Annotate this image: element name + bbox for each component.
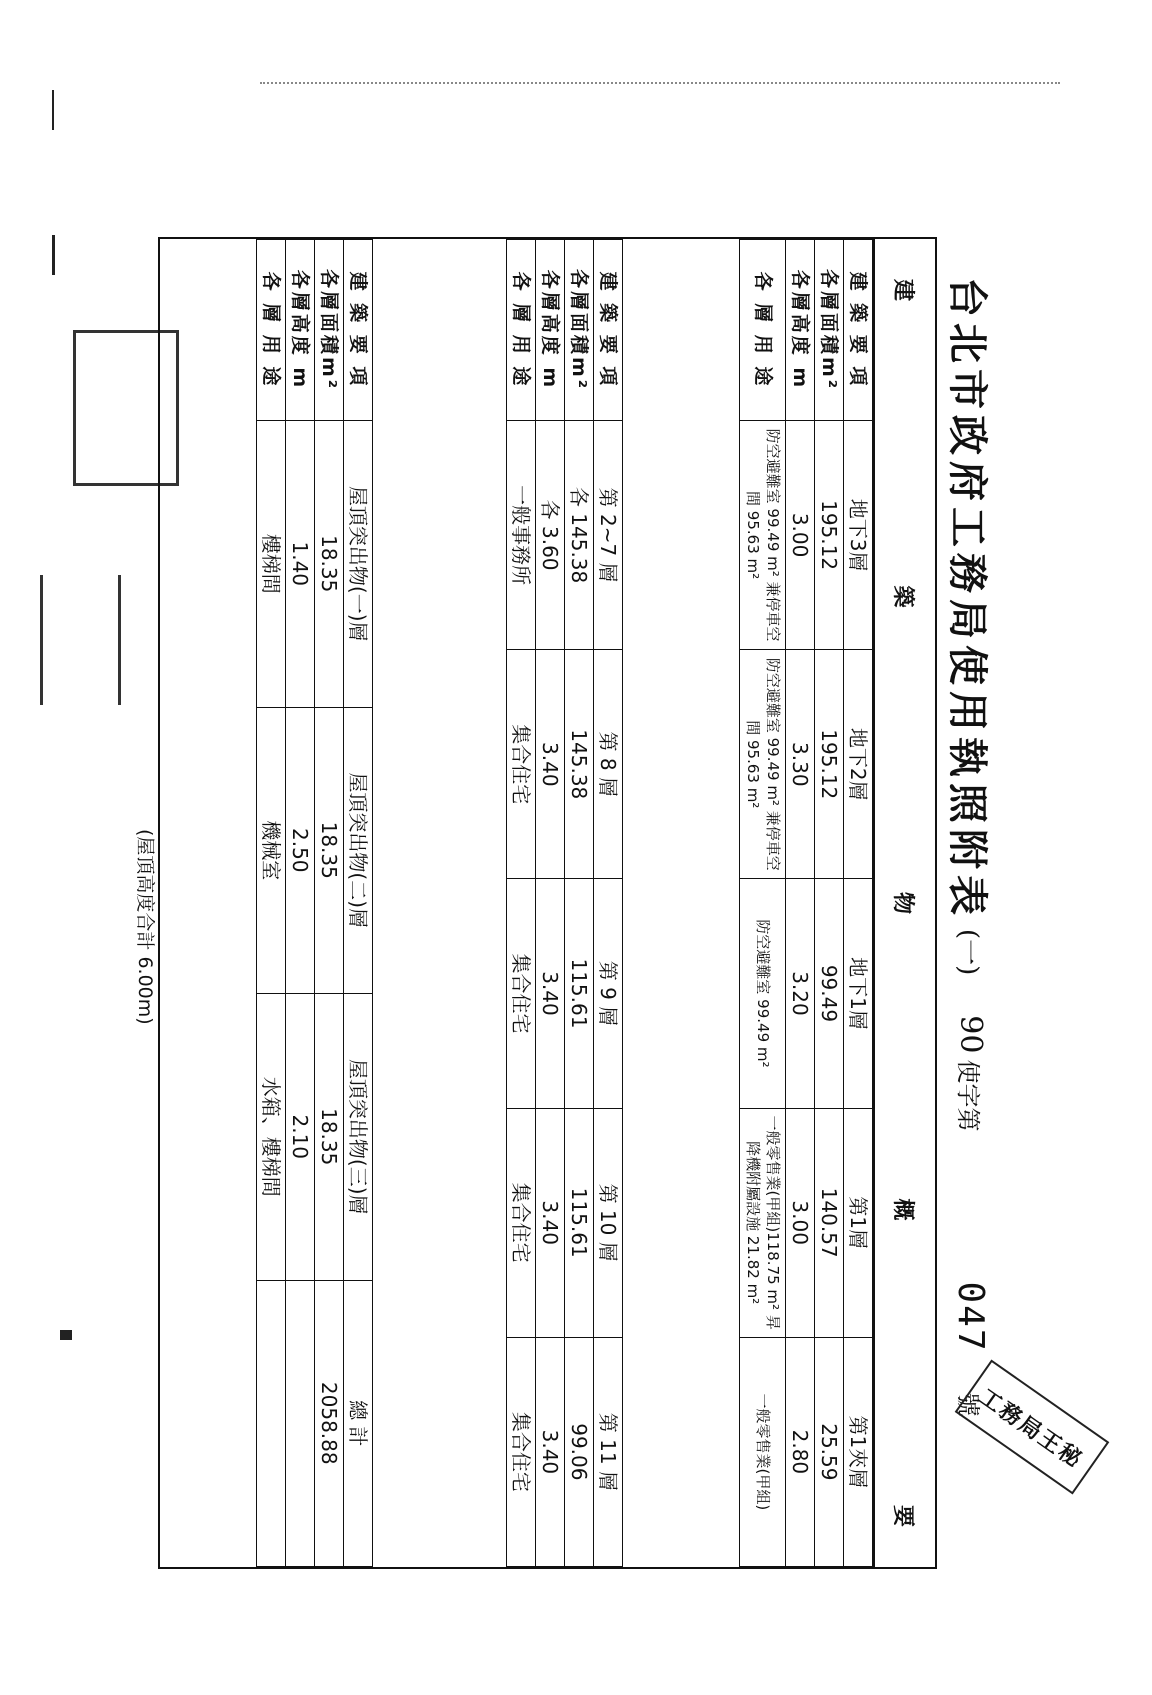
table-row xyxy=(507,240,536,1567)
document-title: 台北市政府工務局使用執照附表 xyxy=(944,277,992,921)
permit-suffix: 號 xyxy=(954,1392,983,1417)
floor-cell: 第 11 層 xyxy=(594,1337,623,1566)
table-row xyxy=(740,240,786,1567)
table-row xyxy=(815,240,844,1567)
table-row xyxy=(257,240,286,1567)
header-area: 各層面積m² xyxy=(315,240,344,421)
use-cell xyxy=(257,1280,286,1567)
header-area: 各層面積m² xyxy=(815,240,844,421)
height-cell: 3.20 xyxy=(786,879,815,1108)
area-cell: 99.49 xyxy=(815,879,844,1108)
official-stamp: 工務局王秘 xyxy=(955,1359,1110,1494)
floor-cell: 地下3層 xyxy=(844,421,873,650)
section-label xyxy=(873,239,935,1567)
floor-cell: 第1層 xyxy=(844,1108,873,1337)
floor-cell: 第 2~7 層 xyxy=(594,421,623,650)
header-height: 各層高度 m xyxy=(536,240,565,421)
section-label-char: 建 xyxy=(890,279,917,302)
total-area: 2058.88 xyxy=(315,1280,344,1567)
use-cell: 水箱、樓梯間 xyxy=(257,994,286,1281)
area-cell: 25.59 xyxy=(815,1337,844,1566)
header-height: 各層高度 m xyxy=(286,240,315,421)
permit-type: 使字第 xyxy=(954,1059,983,1132)
floor-cell: 地下2層 xyxy=(844,650,873,879)
table-row xyxy=(536,240,565,1567)
section-label-char: 築 xyxy=(890,585,917,608)
area-cell: 195.12 xyxy=(815,650,844,879)
use-cell: 防空避難室 99.49 m² 兼停車空間 95.63 m² xyxy=(740,650,786,879)
height-cell: 2.80 xyxy=(786,1337,815,1566)
use-cell: 樓梯間 xyxy=(257,421,286,708)
height-cell: 1.40 xyxy=(286,421,315,708)
area-cell: 115.61 xyxy=(565,879,594,1108)
document-title-sub: (一) xyxy=(953,929,984,976)
use-cell: 集合住宅 xyxy=(507,650,536,879)
use-cell: 防空避難室 99.49 m² 兼停車空間 95.63 m² xyxy=(740,421,786,650)
permit-number: 047 xyxy=(950,1281,992,1353)
header-use: 各 層 用 途 xyxy=(740,240,786,421)
floor-cell: 地下1層 xyxy=(844,879,873,1108)
use-cell: 機械室 xyxy=(257,707,286,994)
area-cell: 195.12 xyxy=(815,421,844,650)
height-cell: 3.40 xyxy=(536,650,565,879)
table-row xyxy=(315,240,344,1567)
area-cell: 各 145.38 xyxy=(565,421,594,650)
table-row xyxy=(844,240,873,1567)
table-row xyxy=(786,240,815,1567)
building-summary-frame xyxy=(134,237,937,1569)
height-cell: 3.00 xyxy=(786,1108,815,1337)
height-cell: 2.10 xyxy=(286,994,315,1281)
scan-mark xyxy=(52,90,54,130)
area-cell: 140.57 xyxy=(815,1108,844,1337)
permit-appendix-page xyxy=(134,237,1005,1567)
use-cell: 一般零售業(甲組) xyxy=(740,1337,786,1566)
floor-table-upper xyxy=(506,239,623,1567)
header-height: 各層高度 m xyxy=(786,240,815,421)
height-cell: 各 3.60 xyxy=(536,421,565,650)
floor-cell: 第 10 層 xyxy=(594,1108,623,1337)
height-cell: 3.40 xyxy=(536,1337,565,1566)
height-cell: 3.40 xyxy=(536,879,565,1108)
header-use: 各 層 用 途 xyxy=(507,240,536,421)
floor-table-basement xyxy=(740,239,874,1567)
permit-year: 90 xyxy=(953,1015,989,1054)
height-cell: 3.40 xyxy=(536,1108,565,1337)
floor-cell: 屋頂突出物(二)層 xyxy=(344,707,373,994)
floor-cell: 屋頂突出物(一)層 xyxy=(344,421,373,708)
header-use: 各 層 用 途 xyxy=(257,240,286,421)
floor-cell: 第 9 層 xyxy=(594,879,623,1108)
use-cell: 集合住宅 xyxy=(507,1337,536,1566)
table-row xyxy=(286,240,315,1567)
scan-mark xyxy=(60,1330,72,1340)
header-item: 建 築 要 項 xyxy=(344,240,373,421)
area-cell: 99.06 xyxy=(565,1337,594,1566)
floor-cell: 第 8 層 xyxy=(594,650,623,879)
height-cell xyxy=(286,1280,315,1567)
floor-cell: 第1夾層 xyxy=(844,1337,873,1566)
header-area: 各層面積m² xyxy=(565,240,594,421)
table-row xyxy=(594,240,623,1567)
seal-mark xyxy=(40,575,121,705)
use-cell: 集合住宅 xyxy=(507,1108,536,1337)
use-cell: 一般事務所 xyxy=(507,421,536,650)
section-label-char: 物 xyxy=(890,891,917,914)
section-label-char: 概 xyxy=(890,1198,917,1221)
area-cell: 115.61 xyxy=(565,1108,594,1337)
area-cell: 18.35 xyxy=(315,707,344,994)
height-cell: 2.50 xyxy=(286,707,315,994)
roof-height-note: (屋頂高度合計 6.00m) xyxy=(134,829,156,1025)
height-cell: 3.30 xyxy=(786,650,815,879)
section-label-char: 要 xyxy=(890,1504,917,1527)
header-item: 建 築 要 項 xyxy=(844,240,873,421)
floor-cell: 屋頂突出物(三)層 xyxy=(344,994,373,1281)
use-cell: 一般零售業(甲組)118.75 m² 昇降機附屬設施 21.82 m² xyxy=(740,1108,786,1337)
height-cell: 3.00 xyxy=(786,421,815,650)
area-cell: 145.38 xyxy=(565,650,594,879)
area-cell: 18.35 xyxy=(315,421,344,708)
area-cell: 18.35 xyxy=(315,994,344,1281)
table-row xyxy=(565,240,594,1567)
use-cell: 防空避難室 99.49 m² xyxy=(740,879,786,1108)
scan-dotted-line xyxy=(260,82,1060,84)
scan-mark xyxy=(52,235,55,275)
use-cell: 集合住宅 xyxy=(507,879,536,1108)
floor-table-roof xyxy=(256,239,373,1567)
header-item: 建 築 要 項 xyxy=(594,240,623,421)
table-row xyxy=(344,240,373,1567)
total-label: 總 計 xyxy=(344,1280,373,1567)
